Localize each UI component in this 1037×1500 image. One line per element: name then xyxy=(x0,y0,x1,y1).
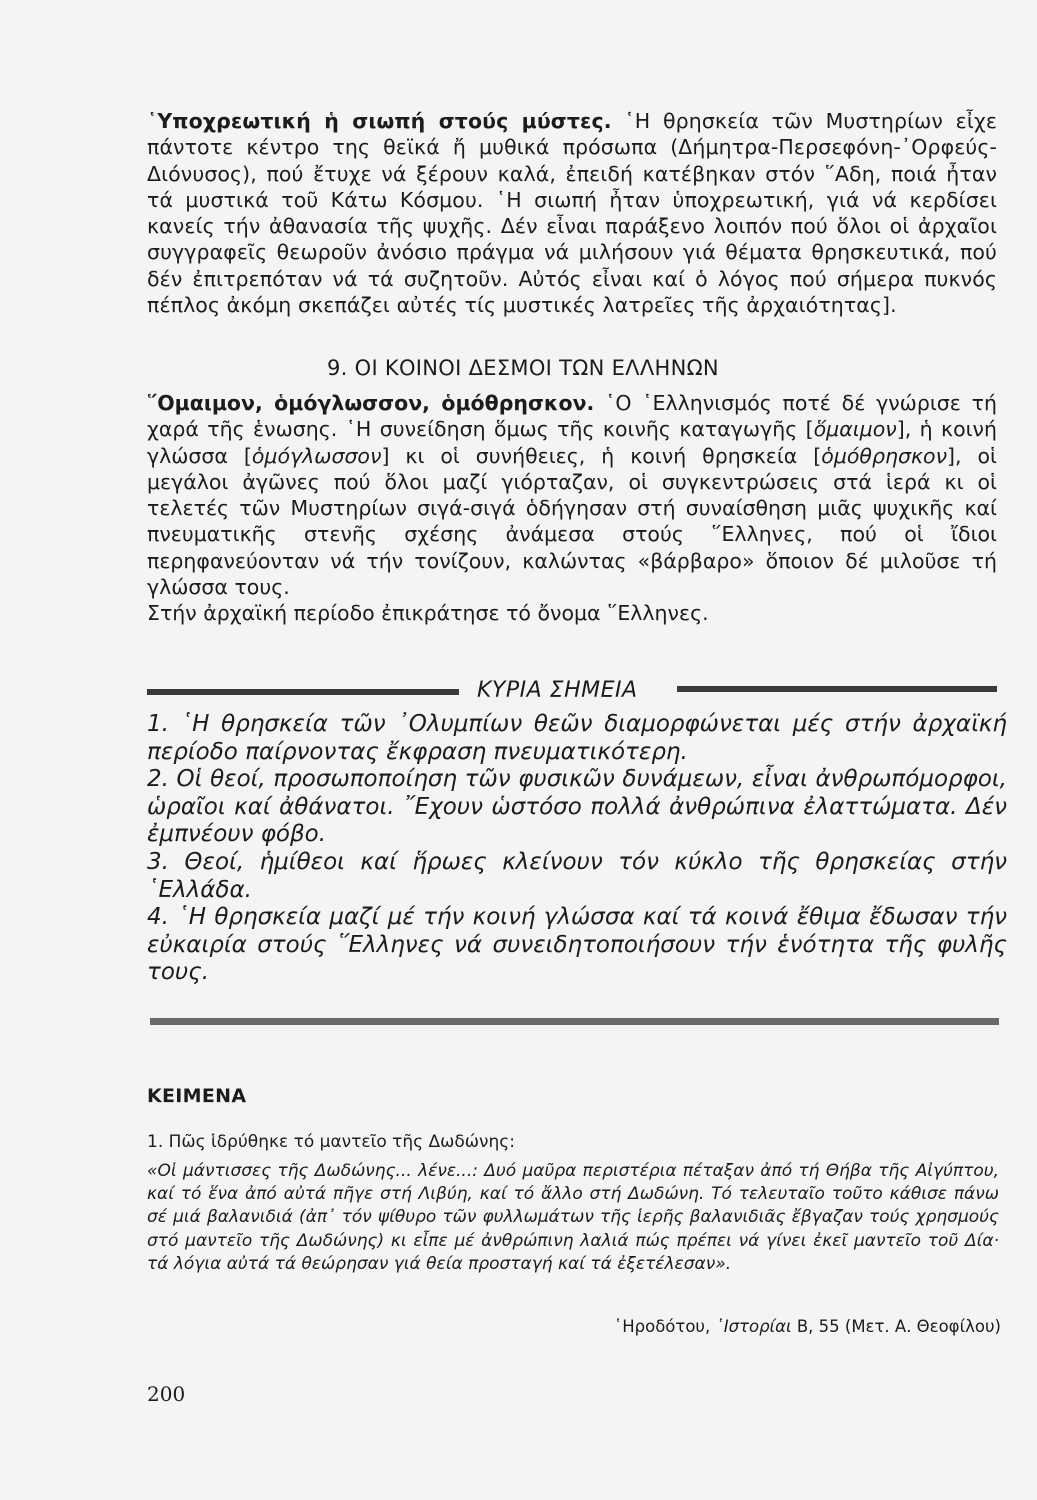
citation-work: ῾Ιστορίαι xyxy=(715,1317,792,1336)
intro-body: ῾Η θρησκεία τῶν Μυστηρίων εἶχε πάντοτε κέντρο της θεϊκά ἤ μυθικά πρόσωπα (Δήμητρα-Περσεφόνη-᾿Ορφεύς-Διόνυσος), πού ἔτυχε νά ξέρουν καλά, ἐπειδή κατέβηκαν στόν ῞Αδη, ποιά ἦταν τά μυστικά τοῦ Κάτω Κόσμου. ῾Η σιωπή ἦταν ὑποχρεωτική, γιά νά κερδίσει κανείς τήν ἀθανασία τῆς ψυχῆς. Δέν εἶναι παράξενο λοιπόν πού ὅλοι οἱ ἀρχαῖοι συγγραφεῖς θεωροῦν ἀνόσιο πράγμα νά μιλήσουν γιά θέματα θρησκευτικά, πού δέν ἐπιτρεπόταν νά τά συζητοῦν. Αὐτός εἶναι καί ὁ λόγος πού σήμερα πυκνός πέπλος ἀκόμη σκεπάζει αὐτές τίς μυστικές λατρεῖες τῆς ἀρχαιότητας]. xyxy=(147,109,998,318)
key-point-item: 2. Οἱ θεοί, προσωποποίηση τῶν φυσικῶν δυνάμεων, εἶναι ἀνθρωπόμορφοι, ὡραῖοι καί ἀθάνατοι. ῎Εχουν ὡστόσο πολλά ἀνθρώπινα ἐλαττώματα. Δέν ἐμπνέουν φόβο. xyxy=(147,766,1007,848)
divider-rule-left xyxy=(147,689,459,695)
term-omothriskon: ὁμόθρησκον xyxy=(821,443,948,468)
bonds-body-1: ῾Ο ῾Ελληνισμός ποτέ δέ γνώρισε τή χαρά τῆς ἑνωσης. ῾Η συνείδηση ὅμως τῆς κοινῆς καταγωγῆς [ xyxy=(147,391,997,442)
term-omaimon: ὅμαιμον xyxy=(813,417,897,442)
key-points-title: ΚΥΡΙΑ ΣΗΜΕΙΑ xyxy=(477,678,638,703)
bonds-bold-lead: ῞Ομαιμον, ὁμόγλωσσον, ὁμόθρησκον. xyxy=(147,391,595,415)
common-bonds-paragraph xyxy=(147,390,997,627)
bonds-body-3: ] κι οἱ συνήθειες, ἡ κοινή θρησκεία [ xyxy=(381,443,822,468)
citation xyxy=(598,1316,1001,1338)
intro-bold-lead: ῾Υποχρεωτική ἡ σιωπή στούς μύστες. xyxy=(147,109,612,133)
texts-title: ΚΕΙΜΕΝΑ xyxy=(147,1085,247,1107)
citation-author: ῾Ηροδότου, xyxy=(613,1317,716,1336)
text-question: 1. Πῶς ἱδρύθηκε τό μαντεῖο τῆς Δωδώνης: xyxy=(147,1132,515,1152)
key-point-item: 4. ῾Η θρησκεία μαζί μέ τήν κοινή γλώσσα καί τά κοινά ἔθιμα ἔδωσαν τήν εὐκαιρία στούς ῞Ελληνες νά συνειδητοποιήσουν τήν ἑνότητα τῆς φυλῆς τους. xyxy=(147,904,1007,986)
citation-rest: Β, 55 (Μετ. Α. Θεοφίλου) xyxy=(791,1317,1001,1336)
bonds-body-4: ], οἱ μεγάλοι ἀγῶνες πού ὅλοι μαζί γιόρταζαν, οἱ συγκεντρώσεις στά ἱερά κι οἱ τελετές τῶν Μυστηρίων σιγά-σιγά ὁδήγησαν στή συναίσθηση μιᾶς ψυχικῆς καί πνευματικῆς στενῆς σχέσης ἀνάμεσα στούς ῞Ελληνες, πού οἱ ἴδιοι περηφανεύονταν νά τήν τονίζουν, καλώντας «βάρβαρο» ὅποιον δέ μιλοῦσε τή γλώσσα τους. xyxy=(147,443,997,600)
divider-rule-right xyxy=(677,686,997,692)
key-points-list xyxy=(147,711,1007,987)
key-points-header xyxy=(147,676,997,706)
herodotus-quote: «Οἱ μάντισσες τῆς Δωδώνης... λένε...: Δυό μαῦρα περιστέρια πέταξαν ἀπό τή Θήβα τῆς Αἰγύπτου, καί τό ἕνα ἀπό αὐτά πῆγε στή Λιβύη, καί τό ἄλλο στή Δωδώνη. Τό τελευταῖο τοῦτο κάθισε πάνω σέ μιά βαλανιδιά (ἀπ᾿ τόν ψίθυρο τῶν φυλλωμάτων τῆς ἱερῆς βαλανιδιᾶς ἔβγαζαν τούς χρησμούς στό μαντεῖο τῆς Δωδώνης) κι εἶπε μέ ἀνθρώπινη λαλιά πώς πρέπει νά γίνει ἐκεῖ μαντεῖο τοῦ Δία· τά λόγια αὐτά τά θεώρησαν γιά θεία προσταγή καί τά ἐξετέλεσαν». xyxy=(147,1161,999,1274)
section-heading: 9. ΟΙ ΚΟΙΝΟΙ ΔΕΣΜΟΙ ΤΩΝ ΕΛΛΗΝΩΝ xyxy=(327,356,719,380)
term-omoglosson: ὁμόγλωσσον xyxy=(251,443,382,468)
key-point-item: 3. Θεοί, ἡμίθεοι καί ἥρωες κλείνουν τόν κύκλο τῆς θρησκείας στήν ῾Ελλάδα. xyxy=(147,848,1007,903)
bonds-last-line: Στήν ἀρχαϊκή περίοδο ἐπικράτησε τό ὄνομα ῞Ελληνες. xyxy=(147,601,709,626)
bonds-body-2: ], ἡ κοινή γλώσσα [ xyxy=(147,417,998,468)
intro-paragraph xyxy=(147,108,997,318)
key-point-item: 1. ῾Η θρησκεία τῶν ᾿Ολυμπίων θεῶν διαμορφώνεται μές στήν ἀρχαϊκή περίοδο παίρνοντας ἔκφραση πνευματικότερη. xyxy=(147,711,1007,765)
page-number: 200 xyxy=(147,1382,186,1406)
divider-rule-bottom xyxy=(150,1018,999,1025)
